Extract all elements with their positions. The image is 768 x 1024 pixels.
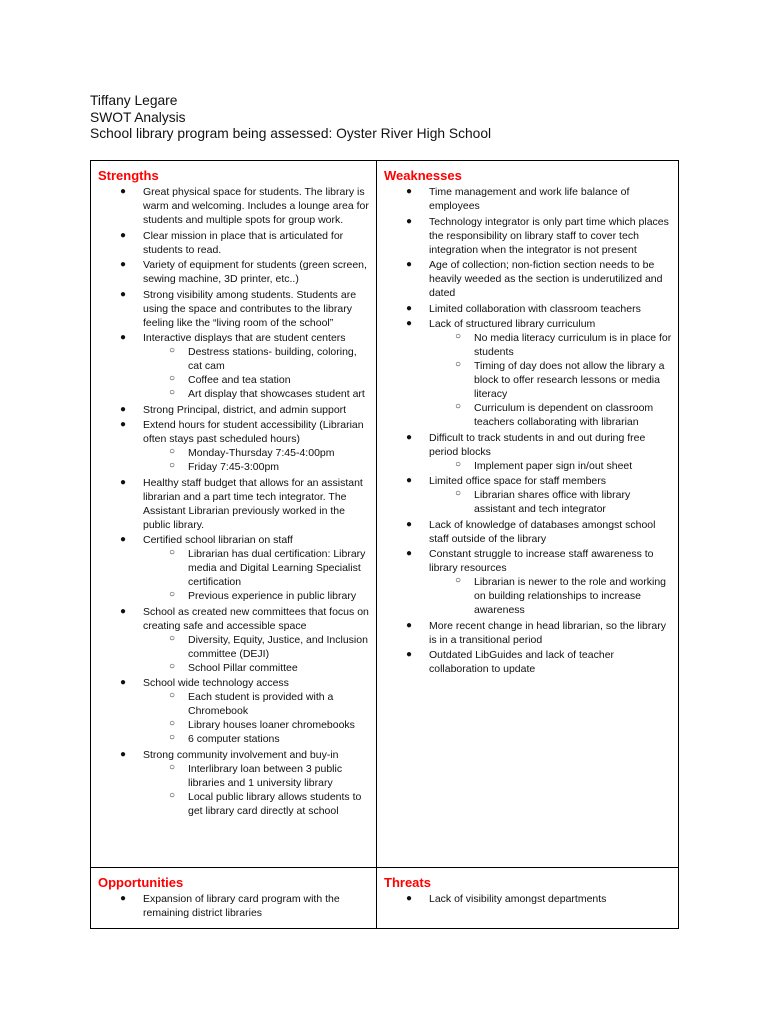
- weaknesses-item-text: Lack of structured library curriculum: [429, 318, 596, 330]
- strengths-item: [98, 258, 370, 286]
- strengths-subitem-text: School Pillar committee: [188, 661, 298, 674]
- weaknesses-item: [384, 185, 672, 213]
- strengths-subitem: [143, 547, 370, 589]
- strengths-item: [98, 288, 370, 330]
- strengths-item-text: Healthy staff budget that allows for an assistant librarian and a part time tech integrator. The Assistant Librarian previously worked in the public library.: [143, 476, 363, 531]
- circle-bullet-icon: ○: [455, 458, 462, 470]
- circle-bullet-icon: ○: [169, 789, 176, 801]
- bullet-icon: ●: [120, 288, 127, 300]
- circle-bullet-icon: ○: [169, 732, 176, 743]
- strengths-subitem: [143, 589, 370, 603]
- strengths-subitem-text: Friday 7:45-3:00pm: [188, 461, 280, 473]
- strengths-item: [98, 748, 370, 818]
- strengths-sublist: [143, 690, 370, 746]
- threats-list: [384, 892, 672, 906]
- strengths-sublist: [143, 762, 370, 818]
- threats-cell: [377, 868, 679, 929]
- strengths-item: [98, 418, 370, 474]
- strengths-subitem-text: 6 computer stations: [188, 733, 280, 745]
- strengths-subitem: [143, 345, 370, 373]
- strengths-item-text: Extend hours for student accessibility (Librarian often stays past scheduled hours): [143, 419, 364, 445]
- strengths-subitem-text: Monday-Thursday 7:45-4:00pm: [188, 447, 335, 459]
- weaknesses-list: [384, 185, 672, 676]
- bullet-icon: ●: [406, 302, 413, 314]
- strengths-subitem-text: Diversity, Equity, Justice, and Inclusion committee (DEJI): [188, 633, 368, 660]
- strengths-sublist: [143, 633, 370, 675]
- strengths-sublist: [143, 446, 370, 474]
- circle-bullet-icon: ○: [169, 387, 176, 398]
- bullet-icon: ●: [120, 476, 127, 488]
- bullet-icon: ●: [406, 215, 413, 227]
- weaknesses-subitem-text: No media literacy curriculum is in place for students: [474, 332, 672, 358]
- strengths-subitem-text: Destress stations- building, coloring, cat cam: [188, 346, 357, 372]
- bullet-icon: ●: [406, 518, 413, 530]
- opportunities-title: Opportunities: [98, 875, 184, 890]
- circle-bullet-icon: ○: [169, 718, 176, 729]
- opportunities-cell: [91, 868, 377, 929]
- weaknesses-subitem: [429, 359, 672, 401]
- strengths-subitem: [143, 690, 370, 718]
- circle-bullet-icon: ○: [169, 373, 176, 384]
- strengths-subitem: [143, 762, 370, 790]
- weaknesses-subitem: [429, 488, 672, 516]
- bullet-icon: ●: [406, 318, 413, 329]
- bullet-icon: ●: [120, 332, 127, 343]
- strengths-subitem-text: Each student is provided with a Chromebook: [188, 691, 334, 717]
- circle-bullet-icon: ○: [169, 690, 176, 701]
- weaknesses-item-text: Limited office space for staff members: [429, 475, 607, 487]
- strengths-title: Strengths: [98, 168, 159, 183]
- author-name: Tiffany Legare: [90, 93, 178, 108]
- weaknesses-item: [384, 215, 672, 257]
- threats-item-text: Lack of visibility amongst departments: [429, 893, 607, 905]
- swot-table: [90, 160, 679, 929]
- bullet-icon: ●: [406, 431, 413, 443]
- weaknesses-item-text: Constant struggle to increase staff awareness to library resources: [429, 548, 654, 574]
- weaknesses-sublist: [429, 459, 672, 473]
- opportunities-list: [98, 892, 370, 920]
- weaknesses-sublist: [429, 331, 672, 429]
- strengths-subitem-text: Previous experience in public library: [188, 590, 357, 602]
- strengths-item-text: Strong Principal, district, and admin support: [143, 403, 347, 416]
- weaknesses-item: [384, 431, 672, 473]
- bullet-icon: ●: [406, 893, 413, 904]
- bullet-icon: ●: [406, 548, 413, 559]
- weaknesses-subitem: [429, 331, 672, 359]
- bullet-icon: ●: [120, 893, 127, 904]
- bullet-icon: ●: [120, 534, 127, 545]
- weaknesses-item: [384, 518, 672, 546]
- weaknesses-item-text: Lack of knowledge of databases amongst school staff outside of the library: [429, 518, 656, 545]
- weaknesses-subitem: [429, 459, 672, 473]
- weaknesses-cell: [377, 161, 679, 868]
- bullet-icon: ●: [120, 403, 127, 415]
- strengths-item: [98, 403, 370, 417]
- strengths-item-text: Interactive displays that are student centers: [143, 332, 346, 344]
- weaknesses-item: [384, 619, 672, 647]
- weaknesses-item-text: Age of collection; non-fiction section needs to be heavily weeded as the section is underutilized and dated: [429, 259, 663, 299]
- threats-title: Threats: [384, 875, 431, 890]
- assessment-subject: School library program being assessed: Oyster River High School: [90, 126, 492, 141]
- strengths-item: [98, 185, 370, 227]
- strengths-item-text: Strong visibility among students. Students are using the space and contributes to the library feeling like the “living room of the school”: [143, 288, 357, 329]
- strengths-subitem: [143, 373, 370, 387]
- weaknesses-item: [384, 317, 672, 429]
- strengths-subitem: [143, 387, 370, 401]
- bullet-icon: ●: [120, 419, 127, 430]
- strengths-subitem: [143, 661, 370, 675]
- document-header: [90, 93, 491, 143]
- bullet-icon: ●: [120, 259, 127, 270]
- bullet-icon: ●: [120, 748, 127, 760]
- strengths-item-text: Variety of equipment for students (green screen, sewing machine, 3D printer, etc..): [143, 259, 367, 285]
- weaknesses-subitem-text: Librarian is newer to the role and working on building relationships to increase awareness: [474, 576, 667, 616]
- document-title: SWOT Analysis: [90, 109, 186, 125]
- weaknesses-subitem-text: Librarian shares office with library assistant and tech integrator: [474, 489, 631, 515]
- bullet-icon: ●: [120, 677, 127, 688]
- strengths-subitem: [143, 790, 370, 818]
- strengths-subitem-text: Interlibrary loan between 3 public libraries and 1 university library: [188, 762, 343, 789]
- circle-bullet-icon: ○: [169, 460, 176, 471]
- bullet-icon: ●: [406, 619, 413, 631]
- strengths-subitem: [143, 446, 370, 460]
- strengths-subitem: [143, 633, 370, 661]
- strengths-sublist: [143, 547, 370, 603]
- bullet-icon: ●: [406, 475, 413, 486]
- opportunities-item: [98, 892, 370, 920]
- strengths-item: [98, 229, 370, 257]
- circle-bullet-icon: ○: [169, 446, 176, 457]
- bullet-icon: ●: [120, 605, 127, 617]
- strengths-item: [98, 605, 370, 675]
- strengths-item: [98, 331, 370, 401]
- strengths-list: [98, 185, 370, 818]
- circle-bullet-icon: ○: [455, 331, 462, 342]
- weaknesses-subitem: [429, 575, 672, 617]
- strengths-subitem: [143, 732, 370, 746]
- strengths-item-text: Certified school librarian on staff: [143, 534, 293, 546]
- bullet-icon: ●: [120, 229, 127, 241]
- weaknesses-item-text: Time management and work life balance of employees: [429, 186, 630, 212]
- weaknesses-sublist: [429, 488, 672, 516]
- strengths-item-text: Clear mission in place that is articulated for students to read.: [143, 229, 344, 256]
- strengths-item-text: Great physical space for students. The library is warm and welcoming. Includes a lounge area for students and multiple spots for group work.: [143, 186, 369, 226]
- opportunities-item-text: Expansion of library card program with the remaining district libraries: [143, 893, 340, 919]
- strengths-item: [98, 676, 370, 746]
- weaknesses-item-text: Outdated LibGuides and lack of teacher collaboration to update: [429, 649, 615, 675]
- strengths-item: [98, 476, 370, 532]
- circle-bullet-icon: ○: [455, 575, 462, 586]
- circle-bullet-icon: ○: [169, 589, 176, 600]
- weaknesses-subitem-text: Timing of day does not allow the library a block to offer research lessons or media literacy: [474, 360, 665, 400]
- weaknesses-item-text: More recent change in head librarian, so the library is in a transitional period: [429, 619, 666, 646]
- bullet-icon: ●: [406, 259, 413, 270]
- weaknesses-sublist: [429, 575, 672, 617]
- weaknesses-subitem-text: Curriculum is dependent on classroom teachers collaborating with librarian: [474, 402, 654, 428]
- weaknesses-item: [384, 302, 672, 316]
- circle-bullet-icon: ○: [169, 761, 176, 773]
- weaknesses-item-text: Limited collaboration with classroom teachers: [429, 302, 641, 315]
- circle-bullet-icon: ○: [455, 401, 462, 412]
- bullet-icon: ●: [120, 186, 127, 197]
- weaknesses-title: Weaknesses: [384, 168, 462, 183]
- weaknesses-item: [384, 258, 672, 300]
- strengths-subitem-text: Coffee and tea station: [188, 374, 291, 386]
- circle-bullet-icon: ○: [455, 488, 462, 499]
- strengths-subitem: [143, 460, 370, 474]
- weaknesses-item: [384, 648, 672, 676]
- strengths-subitem-text: Local public library allows students to get library card directly at school: [188, 790, 362, 817]
- strengths-cell: [91, 161, 377, 868]
- strengths-item-text: School wide technology access: [143, 677, 289, 689]
- strengths-sublist: [143, 345, 370, 401]
- circle-bullet-icon: ○: [455, 359, 462, 370]
- circle-bullet-icon: ○: [169, 345, 176, 356]
- strengths-item-text: Strong community involvement and buy-in: [143, 748, 339, 761]
- strengths-item: [98, 533, 370, 603]
- weaknesses-item-text: Technology integrator is only part time which places the responsibility on library staff to cover tech integration when the integrator is not present: [429, 215, 669, 256]
- threats-item: [384, 892, 672, 906]
- strengths-subitem-text: Library houses loaner chromebooks: [188, 719, 355, 731]
- swot-row-bottom: [91, 868, 679, 929]
- strengths-subitem: [143, 718, 370, 732]
- weaknesses-subitem: [429, 401, 672, 429]
- strengths-subitem-text: Librarian has dual certification: Library media and Digital Learning Specialist certification: [188, 548, 366, 588]
- circle-bullet-icon: ○: [169, 547, 176, 558]
- strengths-item-text: School as created new committees that focus on creating safe and accessible space: [143, 605, 369, 632]
- bullet-icon: ●: [406, 649, 413, 660]
- strengths-subitem-text: Art display that showcases student art: [188, 388, 365, 400]
- circle-bullet-icon: ○: [169, 632, 176, 644]
- weaknesses-item-text: Difficult to track students in and out during free period blocks: [429, 431, 646, 458]
- circle-bullet-icon: ○: [169, 660, 176, 672]
- weaknesses-item: [384, 547, 672, 617]
- swot-row-top: [91, 161, 679, 868]
- weaknesses-subitem-text: Implement paper sign in/out sheet: [474, 459, 633, 472]
- weaknesses-item: [384, 474, 672, 516]
- bullet-icon: ●: [406, 186, 413, 197]
